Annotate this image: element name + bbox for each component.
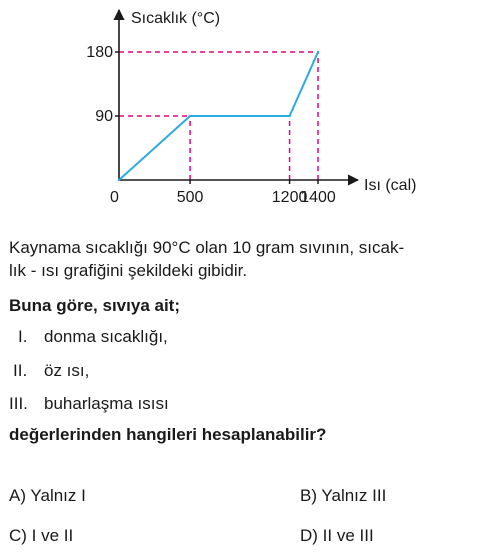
question-lead: Buna göre, sıvıya ait; xyxy=(9,296,180,315)
y-axis-label: Sıcaklık (°C) xyxy=(131,10,221,27)
x-tick-label-1200: 1200 xyxy=(271,189,308,206)
y-tick-label-90: 90 xyxy=(95,108,113,125)
x-tick-label-1400: 1400 xyxy=(300,189,336,206)
item-1-text: donma sıcaklığı, xyxy=(44,327,168,346)
question-intro xyxy=(9,236,495,282)
question-intro-line-1: Kaynama sıcaklığı 90°C olan 10 gram sıvının, sıcak- xyxy=(9,238,405,257)
temperature-heat-chart xyxy=(0,0,502,225)
data-point-2 xyxy=(288,115,290,117)
y-tick-label-180: 180 xyxy=(86,44,113,61)
option-c[interactable]: C) I ve II xyxy=(9,526,74,545)
item-2-text: öz ısı, xyxy=(44,361,90,380)
data-point-1 xyxy=(189,115,191,117)
origin-label: 0 xyxy=(110,189,119,206)
item-3-number: III. xyxy=(9,394,28,413)
item-3-text: buharlaşma ısısı xyxy=(44,394,169,413)
x-axis-label: Isı (cal) xyxy=(364,177,417,194)
item-2-number: II. xyxy=(13,361,28,380)
option-a[interactable]: A) Yalnız I xyxy=(9,486,86,505)
option-b[interactable]: B) Yalnız III xyxy=(300,486,387,505)
question-intro-line-2: lık - ısı grafiğini şekildeki gibidir. xyxy=(9,261,248,280)
data-point-3 xyxy=(317,51,319,53)
data-point-0 xyxy=(118,179,120,181)
item-1-number: I. xyxy=(18,327,28,346)
question-ask: değerlerinden hangileri hesaplanabilir? xyxy=(9,425,327,444)
x-tick-label-500: 500 xyxy=(176,189,204,206)
option-d[interactable]: D) II ve III xyxy=(300,526,374,545)
